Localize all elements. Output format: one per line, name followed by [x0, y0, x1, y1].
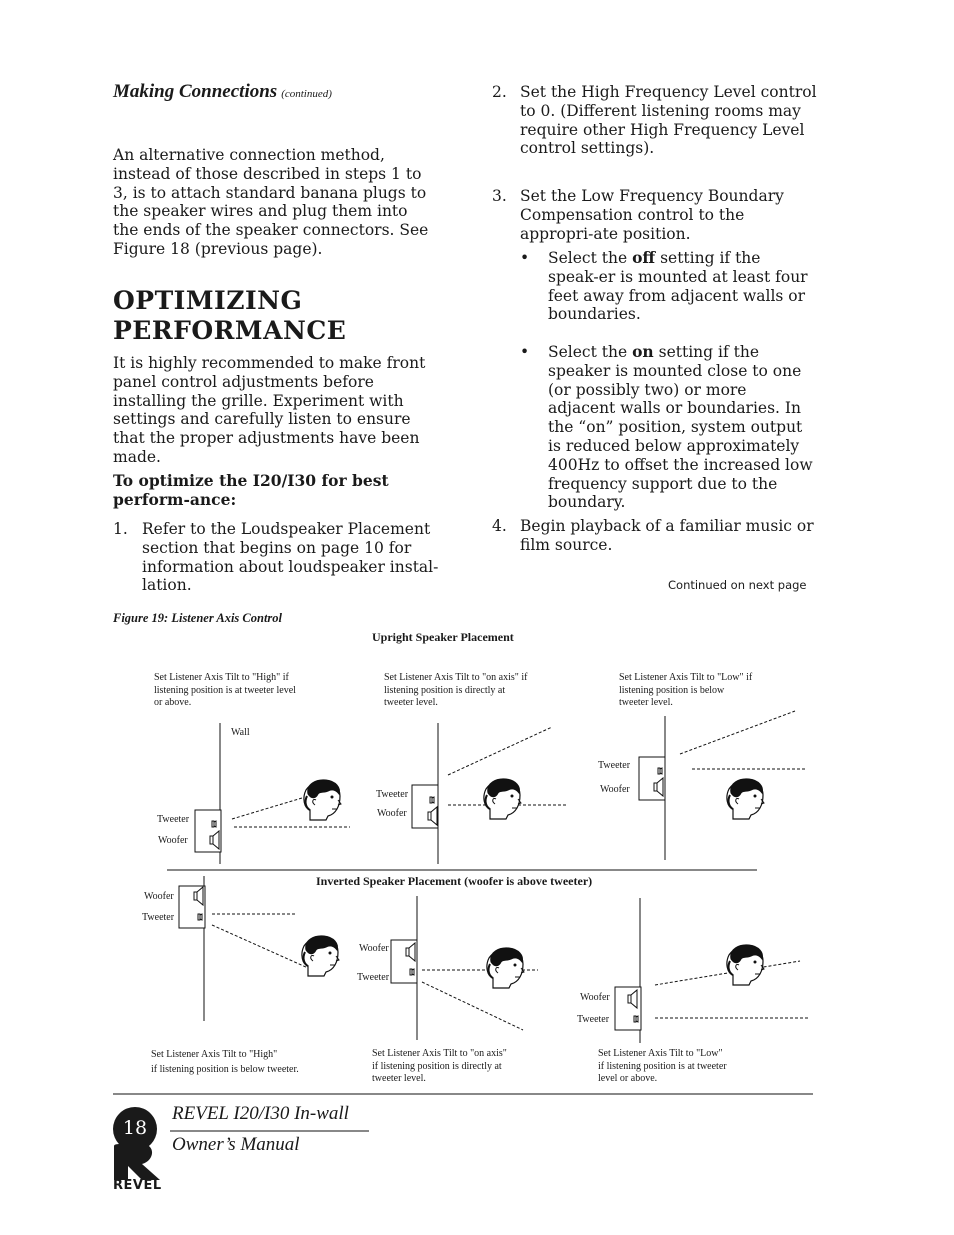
tweeter-label: Tweeter [357, 972, 390, 983]
inverted-high-label: Set Listener Axis Tilt to "High" if listening position is below tweeter. [151, 1049, 299, 1075]
figure-caption: Figure 19: Listener Axis Control [113, 611, 283, 625]
inverted-low-label: Set Listener Axis Tilt to "Low" if listening position is at tweeter level or above. [598, 1048, 727, 1084]
step-4: 4. Begin playback of a familiar music or film source. [492, 517, 814, 554]
optimize-heading: To optimize the I20/I30 for best perform-ance: [113, 471, 389, 509]
tweeter-label: Tweeter [142, 912, 175, 923]
tweeter-label: Tweeter [598, 760, 631, 771]
bullet-off: • Select the off setting if the speak-er is mounted at least four feet away from adjacent walls or boundaries. [520, 248, 808, 324]
upright-low-label: Set Listener Axis Tilt to "Low" if listening position is below tweeter level. [619, 672, 753, 708]
inverted-on-axis-label: Set Listener Axis Tilt to "on axis" if listening position is directly at tweeter level. [372, 1048, 507, 1084]
footer-title-line1: REVEL I20/I30 In-wall [172, 1103, 349, 1124]
alternative-connection-paragraph: An alternative connection method, instead of those described in steps 1 to 3, is to attach standard banana plugs to the speaker wires and plug them into the ends of the speaker connectors. See Figure 18 (previous page). [113, 146, 429, 258]
woofer-label: Woofer [359, 943, 389, 954]
upright-high-label: Set Listener Axis Tilt to "High" if listening position is at tweeter level or above. [154, 672, 296, 708]
step-2: 2. Set the High Frequency Level control to 0. (Different listening rooms may require other High Frequency Level control settings). [492, 83, 817, 158]
intro-paragraph: It is highly recommended to make front panel control adjustments before installing the grille. Experiment with settings and carefully listen to ensure that the proper adjustments have been made. [113, 354, 426, 466]
woofer-label: Woofer [158, 835, 188, 846]
upright-on-axis-label: Set Listener Axis Tilt to "on axis" if listening position is directly at tweeter level. [384, 672, 528, 708]
wall-label: Wall [231, 727, 250, 738]
tweeter-label: Tweeter [577, 1014, 610, 1025]
page-number: 18 [122, 1117, 148, 1139]
tweeter-label: Tweeter [157, 814, 190, 825]
bullet-on: • Select the on setting if the speaker is mounted close to one (or possibly two) or more adjacent walls or boundaries. In the “on” position, system output is reduced below approximately 400Hz to offset the increased low frequency support due to the boundary. [520, 342, 813, 512]
woofer-label: Woofer [580, 992, 610, 1003]
page-heading: OPTIMIZING PERFORMANCE [113, 286, 347, 345]
tweeter-label: Tweeter [376, 789, 409, 800]
section-title: Making Connections (continued) [113, 81, 332, 102]
footer-title-line2: Owner’s Manual [172, 1134, 300, 1155]
section-continued-label: (continued) [281, 88, 332, 100]
upright-title: Upright Speaker Placement [372, 630, 514, 644]
revel-logo-text: REVEL [113, 1178, 162, 1193]
woofer-label: Woofer [144, 891, 174, 902]
woofer-label: Woofer [377, 808, 407, 819]
step-3: 3. Set the Low Frequency Boundary Compensation control to the appropri-ate position. [492, 187, 784, 243]
step-1: 1. Refer to the Loudspeaker Placement section that begins on page 10 for information about loudspeaker instal-lation. [113, 520, 439, 595]
inverted-title: Inverted Speaker Placement (woofer is above tweeter) [316, 874, 593, 888]
revel-logo-mark [112, 1140, 162, 1182]
continued-note: Continued on next page [668, 578, 807, 592]
woofer-label: Woofer [600, 784, 630, 795]
